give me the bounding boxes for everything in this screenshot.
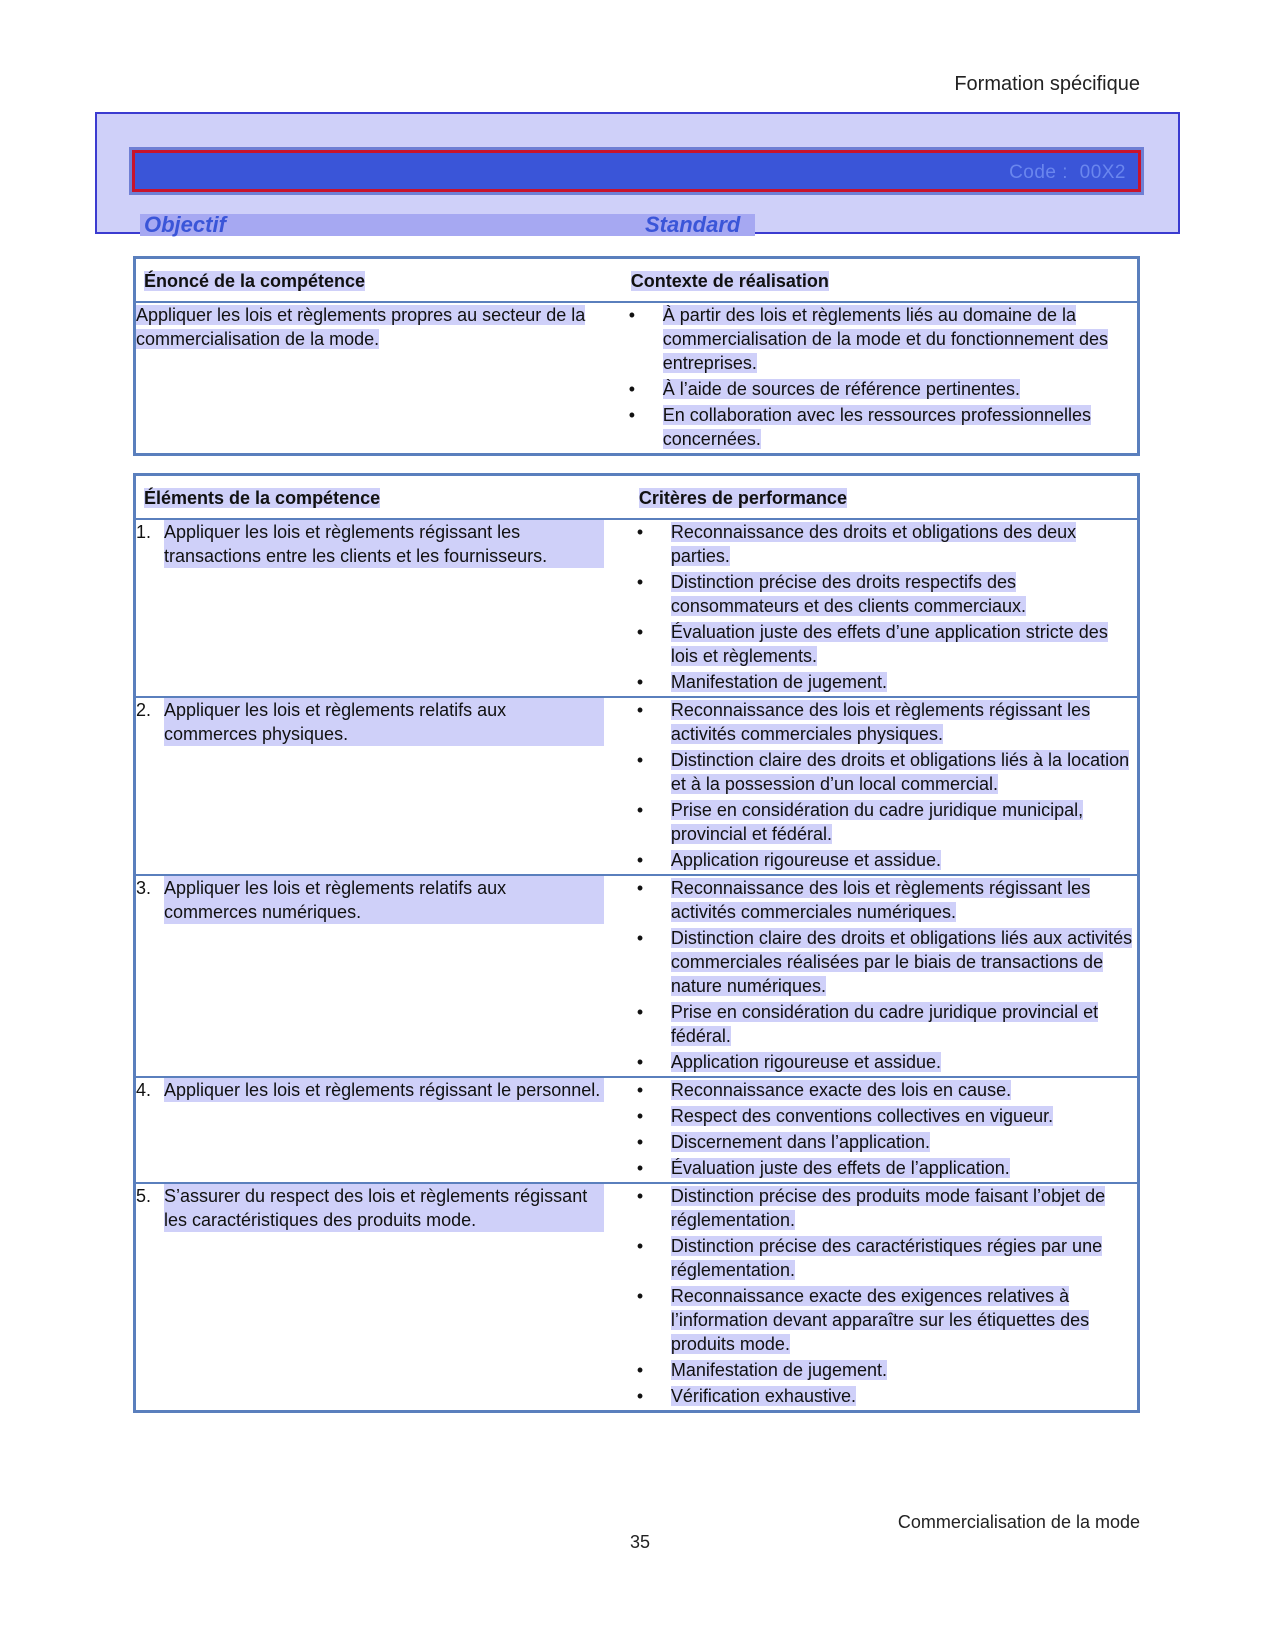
criteria-header: Critères de performance: [631, 475, 1139, 520]
list-item: • Discernement dans l’application.: [631, 1130, 1137, 1154]
element-number: 1.: [136, 522, 152, 542]
list-item: • Distinction claire des droits et obligations liés à la location et à la possession d’un local commercial.: [631, 748, 1137, 796]
list-item: • Prise en considération du cadre juridique municipal, provincial et fédéral.: [631, 798, 1137, 846]
list-item: • Reconnaissance des lois et règlements régissant les activités commerciales physiques.: [631, 698, 1137, 746]
element-number: 4.: [136, 1080, 152, 1100]
list-item: • Respect des conventions collectives en vigueur.: [631, 1104, 1137, 1128]
element-text: Appliquer les lois et règlements régissant les transactions entre les clients et les fournisseurs.: [164, 520, 604, 568]
list-item: • Distinction précise des produits mode faisant l’objet de réglementation.: [631, 1184, 1137, 1232]
objective-title: Objectif: [144, 212, 226, 237]
element-cell: [135, 519, 631, 697]
table-row: [135, 875, 1139, 1077]
element-text: Appliquer les lois et règlements relatifs aux commerces numériques.: [164, 876, 604, 924]
table-row: [135, 697, 1139, 875]
table-row: [135, 1077, 1139, 1183]
elements-table: [133, 473, 1140, 1413]
element-cell: [135, 875, 631, 1077]
list-item: • Évaluation juste des effets d’une application stricte des lois et règlements.: [631, 620, 1137, 668]
table-row: [135, 1183, 1139, 1412]
list-item: • En collaboration avec les ressources professionnelles concernées.: [623, 403, 1137, 451]
list-item: • Application rigoureuse et assidue.: [631, 1050, 1137, 1074]
list-item: • Distinction précise des droits respectifs des consommateurs et des clients commerciaux.: [631, 570, 1137, 618]
element-cell: [135, 1077, 631, 1183]
competence-statement: Appliquer les lois et règlements propres au secteur de la commercialisation de la mode.: [135, 302, 623, 455]
footer-program: Commercialisation de la mode: [897, 1512, 1140, 1532]
element-text: Appliquer les lois et règlements relatifs aux commerces physiques.: [164, 698, 604, 746]
code-text: [1009, 162, 1126, 184]
list-item: • Reconnaissance exacte des lois en cause.: [631, 1078, 1137, 1102]
list-item: • Distinction claire des droits et obligations liés aux activités commerciales réalisées par le biais de transactions de nature numériques.: [631, 926, 1137, 998]
criteria-cell: [631, 1077, 1139, 1183]
list-item: • Reconnaissance des droits et obligations des deux parties.: [631, 520, 1137, 568]
element-text: S’assurer du respect des lois et règlements régissant les caractéristiques des produits mode.: [164, 1184, 604, 1232]
element-number: 2.: [136, 700, 152, 720]
list-item: • Manifestation de jugement.: [631, 1358, 1137, 1382]
section-label: Formation spécifique: [954, 73, 1140, 95]
criteria-cell: [631, 697, 1139, 875]
element-cell: [135, 1183, 631, 1412]
element-number: 3.: [136, 878, 152, 898]
list-item: • Vérification exhaustive.: [631, 1384, 1137, 1408]
competence-table: [133, 256, 1140, 456]
list-item: • Prise en considération du cadre juridique provincial et fédéral.: [631, 1000, 1137, 1048]
code-bar: [132, 150, 1141, 192]
context-header: Contexte de réalisation: [623, 258, 1139, 303]
criteria-cell: [631, 1183, 1139, 1412]
list-item: • Reconnaissance des lois et règlements régissant les activités commerciales numériques.: [631, 876, 1137, 924]
list-item: • Manifestation de jugement.: [631, 670, 1137, 694]
statement-header: Énoncé de la compétence: [135, 258, 623, 303]
code-value: 00X2: [1079, 162, 1126, 183]
criteria-cell: [631, 519, 1139, 697]
criteria-cell: [631, 875, 1139, 1077]
standard-title: Standard: [645, 212, 741, 237]
context-list-cell: [623, 302, 1139, 455]
element-number: 5.: [136, 1186, 152, 1206]
list-item: • À partir des lois et règlements liés au domaine de la commercialisation de la mode et du fonctionnement des entreprises.: [623, 303, 1137, 375]
list-item: • Évaluation juste des effets de l’application.: [631, 1156, 1137, 1180]
page-number: 35: [629, 1532, 651, 1552]
elements-header: Éléments de la compétence: [135, 475, 631, 520]
context-list: [623, 303, 1137, 451]
list-item: • Reconnaissance exacte des exigences relatives à l’information devant apparaître sur les étiquettes des produits mode.: [631, 1284, 1137, 1356]
list-item: • Distinction précise des caractéristiques régies par une réglementation.: [631, 1234, 1137, 1282]
list-item: • Application rigoureuse et assidue.: [631, 848, 1137, 872]
element-text: Appliquer les lois et règlements régissant le personnel.: [164, 1078, 604, 1102]
list-item: • À l’aide de sources de référence pertinentes.: [623, 377, 1137, 401]
element-cell: [135, 697, 631, 875]
code-label: Code :: [1009, 162, 1069, 183]
table-row: [135, 519, 1139, 697]
